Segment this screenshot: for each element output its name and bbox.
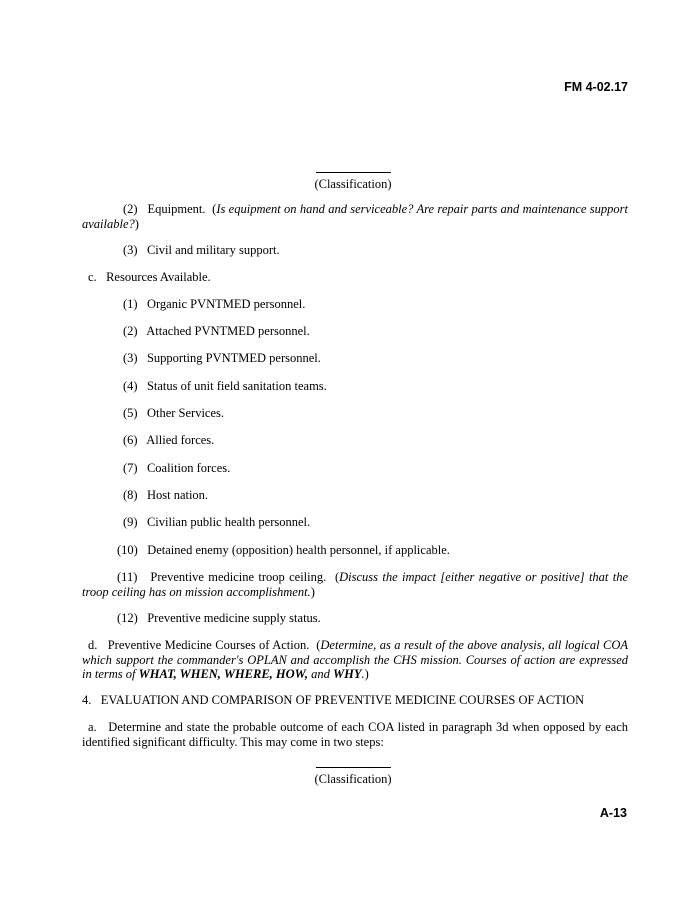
- paragraph-courses-of-action: d. Preventive Medicine Courses of Action. (Determine, as a result of the above analysis, all logical COA which support the commander's OPLAN and accomplish the CHS mission. Courses of action are expressed in terms of WHAT, WHEN, WHERE, HOW, and WHY.): [82, 638, 629, 681]
- paragraph-sanitation-teams: [82, 379, 628, 394]
- paragraph-number: (4): [123, 379, 138, 393]
- paragraph-number: (5): [123, 406, 138, 420]
- classification-rule: [316, 172, 391, 173]
- classification-label: (Classification): [314, 177, 392, 191]
- classification-bottom: [0, 767, 698, 787]
- paragraph-detained-enemy: [82, 543, 628, 558]
- paragraph-text: Other Services.: [146, 406, 225, 420]
- paragraph-allied-forces: [82, 433, 628, 448]
- paragraph-number: (12): [117, 611, 138, 625]
- paragraph-determine-outcome: [82, 720, 628, 749]
- paragraph-number: (7): [123, 461, 138, 475]
- paragraph-label: Equipment.: [147, 202, 206, 216]
- paragraph-text: Determine and state the probable outcome of each COA listed in paragraph 3d when opposed by each identified significant difficulty. This may come in two steps:: [82, 720, 629, 749]
- paragraph-emphasis-why: WHY: [333, 667, 362, 681]
- paragraph-number: (3): [123, 351, 138, 365]
- paragraph-number: (8): [123, 488, 138, 502]
- paragraph-text: Attached PVNTMED personnel.: [146, 324, 310, 338]
- paragraph-number: (6): [123, 433, 138, 447]
- paragraph-text: Status of unit field sanitation teams.: [146, 379, 327, 393]
- paragraph-number: (11): [117, 570, 138, 584]
- paragraph-guidance: Discuss the impact [either negative or positive] that the troop ceiling has on mission accomplishment.: [82, 570, 629, 599]
- paragraph-number: (2): [123, 202, 138, 216]
- paragraph-number: (9): [123, 515, 138, 529]
- paragraph-label: Preventive Medicine Courses of Action.: [107, 638, 310, 652]
- paragraph-guidance: Is equipment on hand and serviceable? Are repair parts and maintenance support available?: [82, 202, 628, 231]
- paragraph-attached-personnel: [82, 324, 628, 339]
- paragraph-host-nation: [82, 488, 628, 503]
- paragraph-equipment: (2) Equipment. (Is equipment on hand and serviceable? Are repair parts and maintenance support available?): [82, 202, 628, 231]
- paragraph-text: Civil and military support.: [146, 243, 280, 257]
- paragraph-number: c.: [88, 270, 97, 284]
- paragraph-text: Preventive medicine supply status.: [147, 611, 321, 625]
- document-number-header: FM 4-02.17: [564, 80, 628, 94]
- paragraph-troop-ceiling: (11) Preventive medicine troop ceiling. (Discuss the impact [either negative or positive] that the troop ceiling has on mission accomplishment.): [82, 570, 629, 599]
- paragraph-text: Coalition forces.: [146, 461, 231, 475]
- section-title: EVALUATION AND COMPARISON OF PREVENTIVE MEDICINE COURSES OF ACTION: [100, 693, 585, 707]
- paragraph-number: (2): [123, 324, 138, 338]
- classification-rule: [316, 767, 391, 768]
- paragraph-number: a.: [88, 720, 97, 734]
- classification-top: [0, 172, 698, 192]
- paragraph-text: Civilian public health personnel.: [146, 515, 311, 529]
- paragraph-text: Resources Available.: [106, 270, 211, 284]
- paragraph-number: (3): [123, 243, 138, 257]
- page-number-footer: A-13: [599, 806, 627, 820]
- paragraph-number: d.: [88, 638, 98, 652]
- paragraph-text: Allied forces.: [146, 433, 215, 447]
- paragraph-organic-personnel: [82, 297, 628, 312]
- paragraph-label: Preventive medicine troop ceiling.: [150, 570, 327, 584]
- paragraph-number: (10): [117, 543, 138, 557]
- paragraph-civil-military-support: [82, 243, 628, 258]
- paragraph-text: Host nation.: [146, 488, 209, 502]
- paragraph-guidance: Determine, as a result of the above analysis, all logical COA which support the commander's OPLAN and accomplish the CHS mission. Courses of action are expressed in terms of: [82, 638, 629, 681]
- section-number: 4.: [82, 693, 92, 707]
- paragraph-guidance-joiner: and: [308, 667, 333, 681]
- paragraph-civilian-health: [82, 515, 628, 530]
- paragraph-text: Organic PVNTMED personnel.: [146, 297, 306, 311]
- paragraph-supporting-personnel: [82, 351, 628, 366]
- paragraph-number: (1): [123, 297, 138, 311]
- paragraph-other-services: [82, 406, 628, 421]
- paragraph-resources-available: [82, 270, 628, 285]
- classification-label: (Classification): [314, 772, 392, 786]
- section-4-heading: [82, 693, 628, 708]
- paragraph-emphasis: WHAT, WHEN, WHERE, HOW,: [138, 667, 308, 681]
- paragraph-supply-status: [82, 611, 628, 626]
- paragraph-text: Detained enemy (opposition) health personnel, if applicable.: [147, 543, 450, 557]
- paragraph-coalition-forces: [82, 461, 628, 476]
- paragraph-text: Supporting PVNTMED personnel.: [146, 351, 321, 365]
